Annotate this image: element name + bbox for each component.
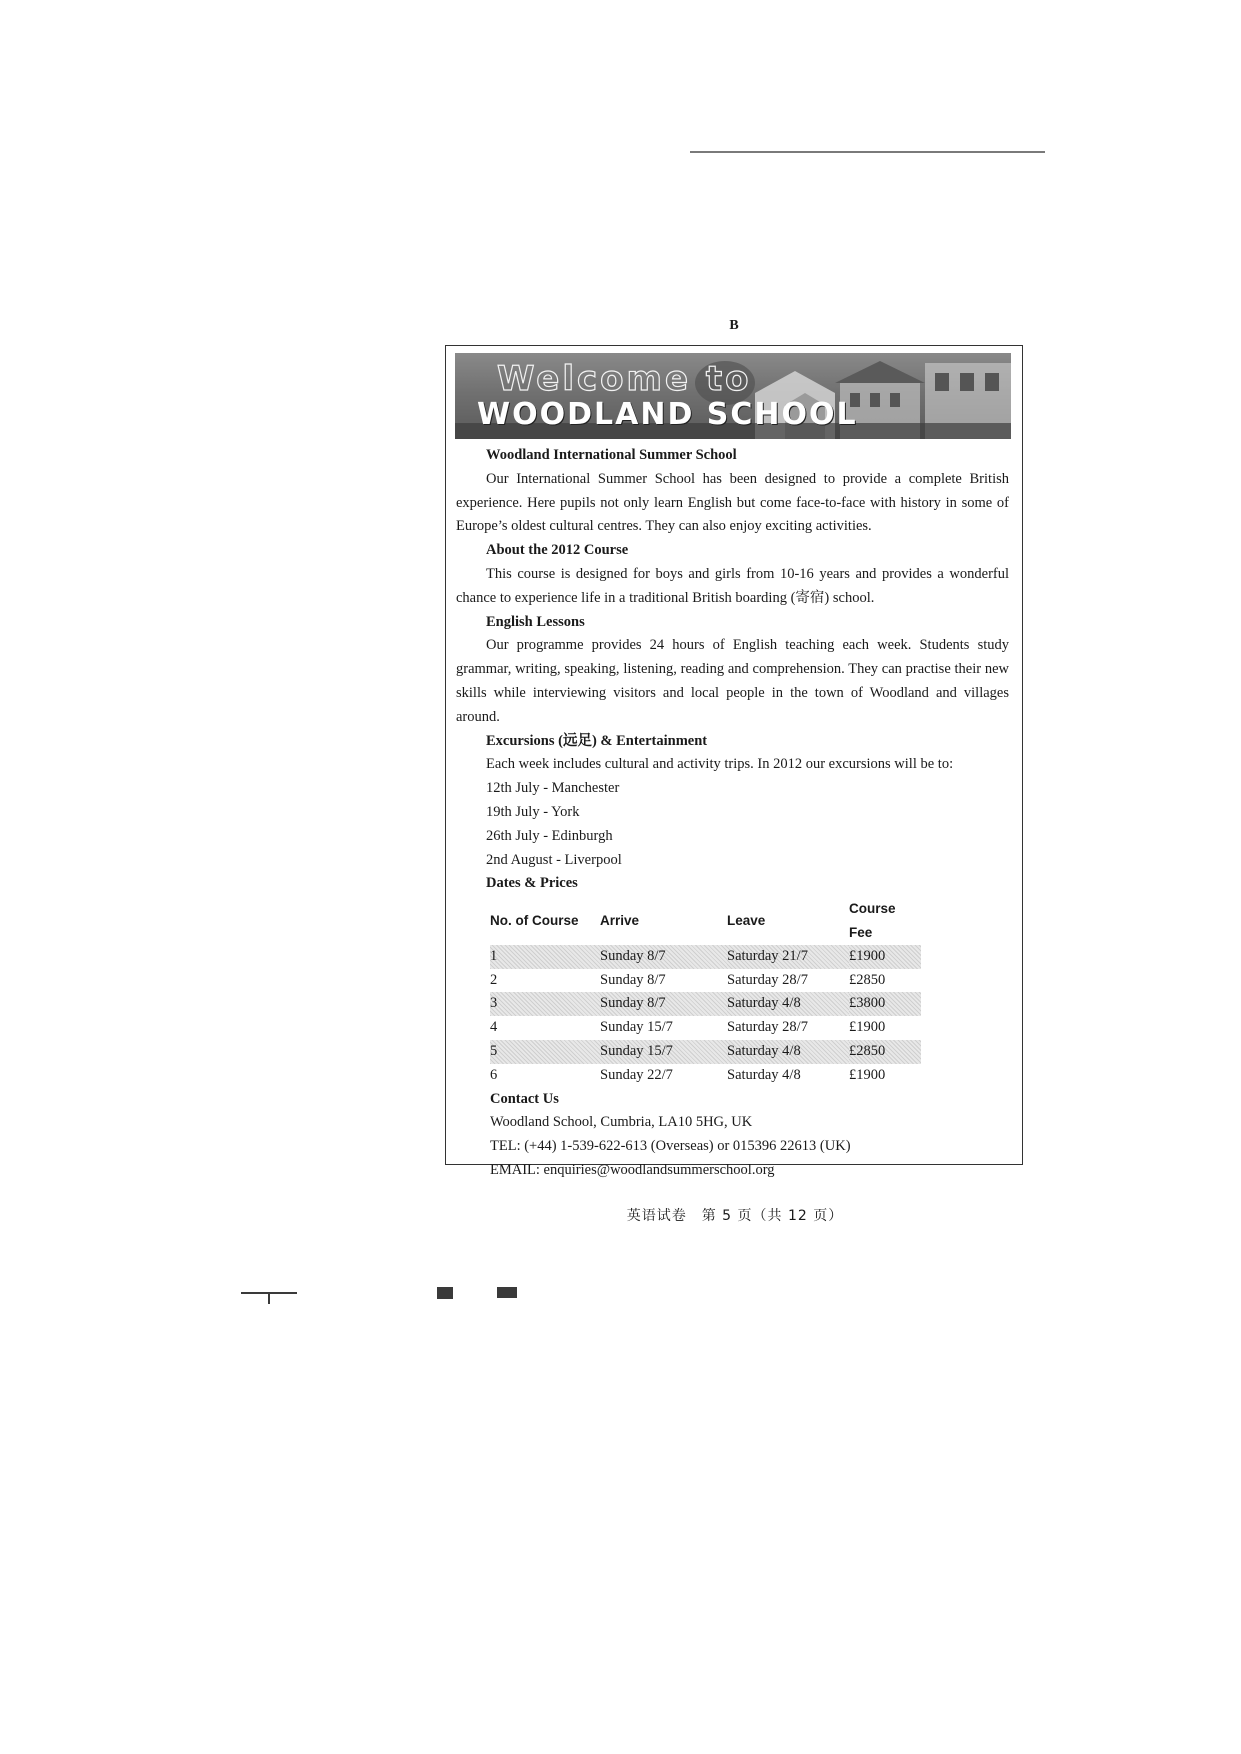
table-cell: Saturday 4/8 xyxy=(727,1040,849,1064)
about-paragraph: This course is designed for boys and girls from 10-16 years and provides a wonderful chance to experience life in a traditional British boarding (寄宿) school. xyxy=(456,565,1009,606)
table-cell: £1900 xyxy=(849,945,921,969)
table-cell: 3 xyxy=(490,992,600,1016)
excursion-item: 26th July - Edinburgh xyxy=(486,827,613,844)
excursion-item: 19th July - York xyxy=(486,803,580,820)
contact-phone: TEL: (+44) 1-539-622-613 (Overseas) or 015396 22613 (UK) xyxy=(490,1138,851,1155)
contact-address: Woodland School, Cumbria, LA10 5HG, UK xyxy=(490,1114,753,1131)
column-header: Arrive xyxy=(600,913,640,929)
table-cell: Saturday 4/8 xyxy=(727,992,849,1016)
table-row xyxy=(490,1064,921,1088)
table-cell: Sunday 15/7 xyxy=(600,1019,673,1036)
excursion-item: 2nd August - Liverpool xyxy=(486,851,622,868)
table-cell: 2 xyxy=(490,971,498,988)
lessons-paragraph: Our programme provides 24 hours of English teaching each week. Students study grammar, writing, speaking, listening, reading and comprehension. They can practise their new skills while interviewing visitors and local people in the town of Woodland and villages around. xyxy=(456,637,1009,725)
table-cell: £1900 xyxy=(849,1066,886,1083)
table-cell: 4 xyxy=(490,1019,498,1036)
excursions-intro: Each week includes cultural and activity trips. In 2012 our excursions will be to: xyxy=(486,756,954,773)
lessons-heading: English Lessons xyxy=(486,613,585,630)
table-cell: Sunday 8/7 xyxy=(600,992,727,1016)
contact-email: EMAIL: enquiries@woodlandsummerschool.org xyxy=(490,1161,775,1178)
intro-paragraph: Our International Summer School has been designed to provide a complete British experience. Here pupils not only learn English but come face-to-face with history in some of Europe’s oldest cultural centres. They can also enjoy exciting activities. xyxy=(456,470,1009,535)
column-header: Course Fee xyxy=(849,901,896,940)
table-cell: Sunday 22/7 xyxy=(600,1066,673,1083)
column-header: No. of Course xyxy=(490,913,579,929)
table-row xyxy=(490,992,921,1016)
registration-mark xyxy=(437,1287,453,1299)
table-cell: Saturday 28/7 xyxy=(727,1019,808,1036)
registration-mark xyxy=(497,1287,517,1298)
excursion-item: 12th July - Manchester xyxy=(486,780,620,797)
prices-heading: Dates & Prices xyxy=(486,875,578,892)
table-row xyxy=(490,969,921,993)
table-row xyxy=(490,945,921,969)
contact-heading: Contact Us xyxy=(490,1090,559,1107)
table-cell: 1 xyxy=(490,945,600,969)
table-cell: Saturday 4/8 xyxy=(727,1066,801,1083)
banner-school-name: WOODLAND SCHOOL xyxy=(477,397,858,432)
prices-table xyxy=(490,897,921,1087)
table-cell: 5 xyxy=(490,1040,600,1064)
table-cell: £2850 xyxy=(849,1040,921,1064)
advertisement-content xyxy=(456,444,1009,1183)
table-header-row xyxy=(490,897,921,945)
table-cell: Sunday 8/7 xyxy=(600,945,727,969)
table-row xyxy=(490,1040,921,1064)
table-cell: Saturday 28/7 xyxy=(727,971,808,988)
section-letter: B xyxy=(729,318,739,333)
table-cell: Sunday 15/7 xyxy=(600,1040,727,1064)
page-title: Woodland International Summer School xyxy=(486,447,737,463)
table-cell: Saturday 21/7 xyxy=(727,945,849,969)
column-header: Leave xyxy=(727,913,766,929)
welcome-banner xyxy=(455,353,1011,439)
banner-welcome-text: Welcome to xyxy=(497,359,752,399)
table-cell: £2850 xyxy=(849,971,886,988)
table-cell: £3800 xyxy=(849,992,921,1016)
crop-mark xyxy=(268,1292,270,1304)
table-cell: Sunday 8/7 xyxy=(600,971,666,988)
about-heading: About the 2012 Course xyxy=(486,542,629,559)
scan-line xyxy=(690,151,1045,153)
page-footer: 英语试卷 第 5 页（共 12 页） xyxy=(626,1208,844,1224)
table-cell: £1900 xyxy=(849,1019,886,1036)
table-row xyxy=(490,1016,921,1040)
table-cell: 6 xyxy=(490,1066,498,1083)
excursions-heading: Excursions (远足) & Entertainment xyxy=(486,732,708,749)
